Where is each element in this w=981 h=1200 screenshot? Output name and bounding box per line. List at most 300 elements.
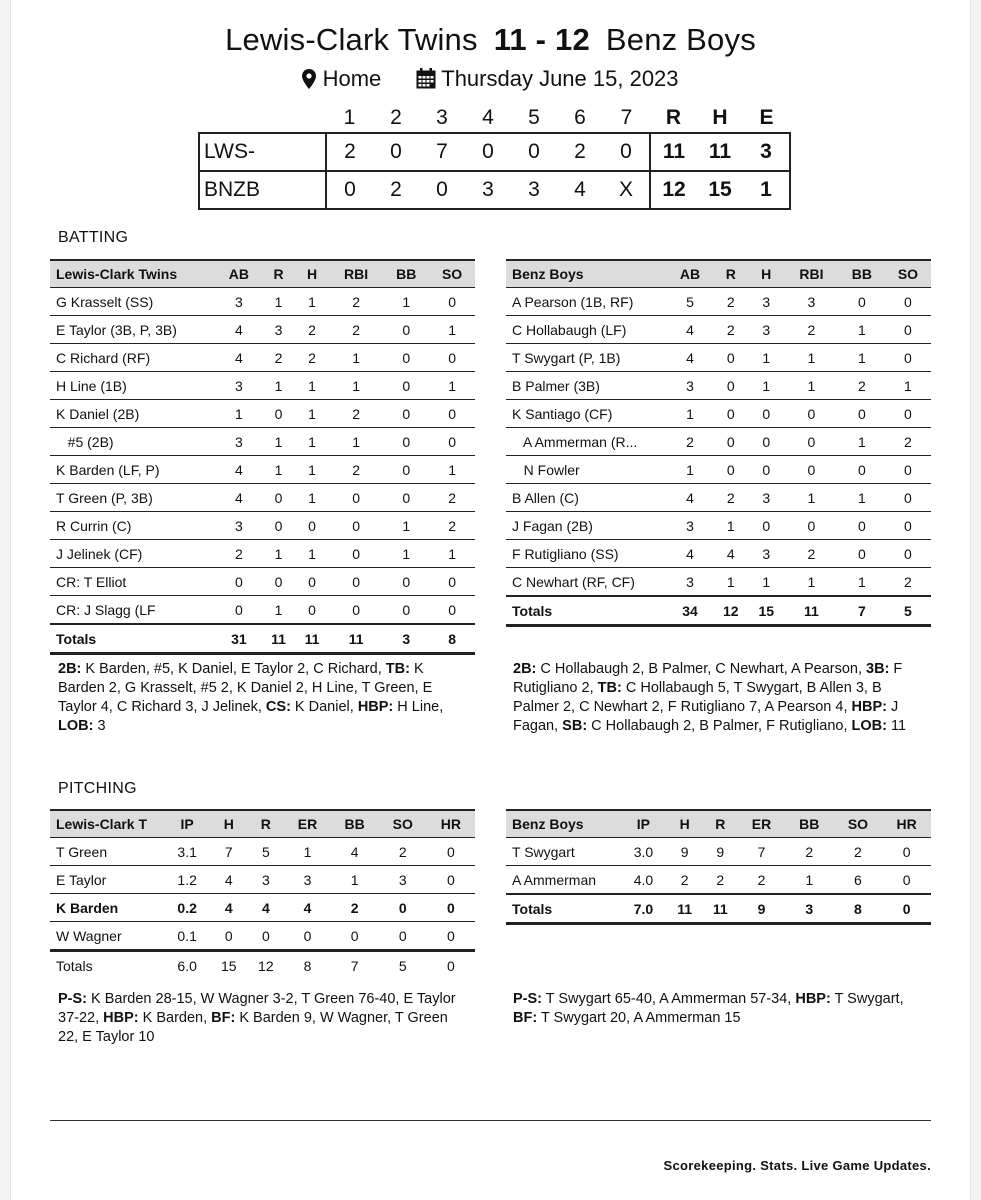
note-value: K Barden 28-15, W Wagner 3-2, T Green 76-40, E Taylor 37-22, (58, 991, 456, 1026)
stat-value: 1 (839, 568, 885, 597)
stat-value: 1 (749, 568, 784, 597)
linescore-row-away (199, 133, 790, 171)
stat-value: 0 (329, 512, 384, 540)
pitching-notes-away (58, 990, 468, 1047)
inning-header: 1 (343, 106, 356, 129)
stat-value: 0 (839, 288, 885, 316)
player-name: W Wagner (50, 922, 164, 951)
stat-value: 0 (429, 568, 475, 596)
table-header-row (50, 810, 475, 838)
inning-runs: 0 (465, 133, 511, 171)
stat-value: 0 (427, 922, 475, 951)
stat-value: 0 (295, 512, 329, 540)
table-row (506, 344, 931, 372)
stat-value: 2 (331, 894, 379, 922)
player-name: B Palmer (3B) (506, 372, 667, 400)
stat-value: 0 (383, 568, 429, 596)
total-value: 11 (667, 894, 703, 924)
table-row (50, 568, 475, 596)
table-row (50, 540, 475, 568)
player-name: C Hollabaugh (LF) (506, 316, 667, 344)
stat-value: 3 (667, 372, 713, 400)
linescore-team: LWS- (199, 133, 326, 171)
player-name: J Fagan (2B) (506, 512, 667, 540)
note-key: LOB: (58, 718, 94, 734)
stat-value: 1 (295, 484, 329, 512)
note-value: 3 (93, 718, 106, 734)
table-row (506, 428, 931, 456)
stat-value: 0 (713, 400, 748, 428)
stat-value: 5 (247, 838, 284, 866)
total-value: 11 (295, 624, 329, 654)
note-value: T Swygart, (830, 991, 904, 1007)
stat-value: 0 (885, 456, 931, 484)
map-pin-icon (302, 69, 316, 95)
total-value: 11 (329, 624, 384, 654)
table-row (50, 344, 475, 372)
stat-value: 0 (885, 400, 931, 428)
stat-value: 4 (331, 838, 379, 866)
stat-value: 0 (295, 568, 329, 596)
total-value: 5 (398, 957, 407, 974)
stat-value: 7 (210, 838, 247, 866)
player-name: J Jelinek (CF) (50, 540, 216, 568)
stat-value: 0.2 (164, 894, 210, 922)
inning-header: 3 (436, 106, 448, 129)
team-header: Lewis-Clark T (50, 810, 164, 838)
table-row (506, 568, 931, 597)
player-name: N Fowler (506, 456, 667, 484)
stat-value: 1 (383, 288, 429, 316)
note-value: K Barden 9, W Wagner, T Green 22, E Taylor 10 (58, 1010, 448, 1045)
stat-value: 1 (383, 540, 429, 568)
stat-value: 2 (329, 288, 384, 316)
inning-runs: 2 (373, 171, 419, 209)
footer-divider (50, 1120, 931, 1121)
stat-value: 2 (216, 540, 262, 568)
table-row (506, 866, 931, 895)
stat-header: BB (839, 260, 885, 288)
total-value: 9 (738, 894, 785, 924)
stat-value: 3 (216, 428, 262, 456)
stat-value: 3 (284, 866, 330, 894)
stat-value: 2 (667, 866, 703, 895)
total-value: 11 (262, 624, 296, 654)
stat-value: 0 (429, 400, 475, 428)
stat-value: 1 (839, 428, 885, 456)
stat-value: 0 (210, 922, 247, 951)
note-key: TB: (385, 661, 410, 677)
note-key: TB: (597, 680, 622, 696)
inning-runs: 0 (326, 171, 373, 209)
totals-row (506, 894, 931, 924)
stat-header: IP (620, 810, 667, 838)
stat-value: 0 (383, 484, 429, 512)
away-team-name: Lewis-Clark Twins (225, 22, 478, 57)
stat-value: 1 (329, 372, 384, 400)
stat-value: 3 (667, 568, 713, 597)
player-name: E Taylor (50, 866, 164, 894)
game-location: Home (322, 66, 382, 91)
note-key: 3B: (866, 661, 890, 677)
total-value: 11 (702, 894, 738, 924)
note-key: HBP: (851, 699, 887, 715)
inning-runs: 0 (511, 133, 557, 171)
stat-value: 0 (784, 428, 839, 456)
table-row (50, 838, 475, 866)
player-name: A Pearson (1B, RF) (506, 288, 667, 316)
stat-header: R (702, 810, 738, 838)
player-name: C Newhart (RF, CF) (506, 568, 667, 597)
hits-header: H (712, 106, 728, 129)
table-row (506, 316, 931, 344)
team-header: Benz Boys (506, 810, 620, 838)
stat-value: 0 (839, 512, 885, 540)
stat-value: 0 (784, 512, 839, 540)
totals-label: Totals (506, 894, 620, 924)
stat-value: 0 (713, 372, 748, 400)
stat-value: 0 (427, 894, 475, 922)
stat-value: 1 (839, 316, 885, 344)
stat-value: 3 (784, 288, 839, 316)
stat-value: 1 (295, 372, 329, 400)
table-row (50, 456, 475, 484)
stat-header: RBI (329, 260, 384, 288)
inning-runs: X (603, 171, 650, 209)
stat-value: 2 (885, 428, 931, 456)
stat-value: 3 (216, 372, 262, 400)
table-header-row (506, 260, 931, 288)
stat-value: 3 (749, 288, 784, 316)
stat-header: R (247, 810, 284, 838)
total-value: 0 (882, 894, 931, 924)
total-value: 0 (447, 957, 455, 974)
note-value: T Swygart 20, A Ammerman 15 (537, 1010, 741, 1026)
linescore-corner (199, 104, 326, 133)
stat-value: 1 (383, 512, 429, 540)
stat-value: 0 (383, 596, 429, 625)
stat-header: IP (164, 810, 210, 838)
stat-header: HR (427, 810, 475, 838)
stat-value: 1 (329, 344, 384, 372)
stat-value: 2 (784, 540, 839, 568)
totals-label: Totals (50, 624, 216, 654)
stat-value: 3 (749, 484, 784, 512)
stat-value: 0 (331, 922, 379, 951)
stat-value: 0 (429, 288, 475, 316)
note-key: SB: (562, 718, 588, 734)
stat-value: 2 (702, 866, 738, 895)
stat-header: H (210, 810, 247, 838)
stat-value: 1 (262, 428, 296, 456)
stat-value: 4 (247, 894, 284, 922)
player-name: A Ammerman (506, 866, 620, 895)
game-info (0, 66, 981, 95)
batting-notes-home (513, 660, 931, 736)
stat-value: 0 (885, 512, 931, 540)
note-value: K Barden, (138, 1010, 212, 1026)
stat-value: 0 (885, 288, 931, 316)
stat-value: 0 (379, 894, 427, 922)
stat-value: 0 (262, 400, 296, 428)
game-title (0, 22, 981, 58)
inning-runs: 2 (557, 133, 603, 171)
stat-value: 1 (262, 372, 296, 400)
stat-value: 0 (749, 400, 784, 428)
stat-value: 2 (713, 484, 748, 512)
table-row (506, 838, 931, 866)
total-value: 6.0 (177, 957, 197, 974)
stat-value: 2 (295, 344, 329, 372)
stat-header: SO (834, 810, 883, 838)
stat-value: 0 (383, 344, 429, 372)
note-value: K Daniel, (290, 699, 358, 715)
table-row (50, 894, 475, 922)
totals-row (50, 951, 475, 980)
stat-value: 1 (295, 456, 329, 484)
player-name: T Swygart (506, 838, 620, 866)
total-value: 31 (216, 624, 262, 654)
note-value: C Hollabaugh 5, T Swygart, B Allen 3, B Palmer 2, C Newhart 2, F Rutigliano 7, A Pearson 4, (513, 680, 882, 715)
total-value: 11 (784, 596, 839, 626)
stat-value: 1 (839, 484, 885, 512)
stat-value: 0 (839, 456, 885, 484)
total-runs: 12 (650, 171, 697, 209)
stat-value: 1 (429, 372, 475, 400)
stat-value: 2 (262, 344, 296, 372)
stat-value: 2 (329, 400, 384, 428)
stat-value: 4 (713, 540, 748, 568)
stat-header: ER (284, 810, 330, 838)
stat-value: 0 (262, 484, 296, 512)
note-key: HBP: (795, 991, 831, 1007)
page-edge-left (0, 0, 11, 1200)
stat-value: 1 (784, 484, 839, 512)
stat-header: SO (429, 260, 475, 288)
stat-value: 2 (429, 484, 475, 512)
table-row (506, 540, 931, 568)
total-value: 8 (303, 957, 312, 974)
stat-value: 0 (216, 568, 262, 596)
stat-value: 3 (667, 512, 713, 540)
stat-value: 0 (882, 866, 931, 895)
stat-value: 9 (667, 838, 703, 866)
stat-value: 0 (329, 540, 384, 568)
stat-value: 0 (383, 400, 429, 428)
pitching-notes-home (513, 990, 931, 1028)
player-name: E Taylor (3B, P, 3B) (50, 316, 216, 344)
note-value: C Hollabaugh 2, B Palmer, F Rutigliano, (587, 718, 852, 734)
stat-value: 2 (784, 316, 839, 344)
note-key: CS: (265, 699, 291, 715)
totals-label: Totals (56, 957, 93, 974)
inning-runs: 7 (419, 133, 465, 171)
batting-notes-away (58, 660, 468, 736)
stat-value: 2 (713, 316, 748, 344)
stat-value: 0 (784, 456, 839, 484)
note-key: P-S: (58, 991, 87, 1007)
total-value: 12 (713, 596, 748, 626)
table-row (50, 596, 475, 625)
note-key: BF: (211, 1010, 236, 1026)
stat-value: 1 (749, 372, 784, 400)
batting-table-home (506, 259, 931, 627)
stat-value: 0.1 (164, 922, 210, 951)
linescore-table (198, 104, 791, 210)
stat-value: 0 (379, 922, 427, 951)
table-row (506, 372, 931, 400)
stat-value: 2 (839, 372, 885, 400)
note-key: LOB: (851, 718, 887, 734)
stat-value: 0 (216, 596, 262, 625)
stat-value: 0 (749, 428, 784, 456)
stat-value: 4 (667, 316, 713, 344)
stat-value: 1 (839, 344, 885, 372)
stat-value: 0 (329, 484, 384, 512)
stat-header: ER (738, 810, 785, 838)
table-row (50, 866, 475, 894)
stat-header: HR (882, 810, 931, 838)
inning-runs: 3 (511, 171, 557, 209)
stat-header: R (713, 260, 748, 288)
stat-header: AB (216, 260, 262, 288)
stat-value: 1 (262, 596, 296, 625)
table-row (506, 484, 931, 512)
stat-value: 0 (383, 372, 429, 400)
stat-value: 0 (429, 428, 475, 456)
total-value: 5 (885, 596, 931, 626)
player-name: T Swygart (P, 1B) (506, 344, 667, 372)
stat-value: 1 (262, 288, 296, 316)
stat-value: 1 (262, 456, 296, 484)
note-value: F Rutigliano 2, (513, 661, 903, 696)
stat-value: 2 (834, 838, 883, 866)
stat-value: 4 (216, 316, 262, 344)
note-value: K Barden, #5, K Daniel, E Taylor 2, C Richard, (81, 661, 386, 677)
stat-header: BB (383, 260, 429, 288)
table-row (50, 288, 475, 316)
stat-value: 4 (216, 344, 262, 372)
stat-value: 4 (667, 484, 713, 512)
total-value: 7 (350, 957, 359, 974)
player-name: K Barden (50, 894, 164, 922)
player-name: F Rutigliano (SS) (506, 540, 667, 568)
stat-value: 0 (713, 344, 748, 372)
inning-header: 6 (574, 106, 586, 129)
stat-header: BB (785, 810, 834, 838)
stat-value: 1 (331, 866, 379, 894)
player-name: B Allen (C) (506, 484, 667, 512)
stat-value: 3 (247, 866, 284, 894)
stat-value: 1.2 (164, 866, 210, 894)
note-value: T Swygart 65-40, A Ammerman 57-34, (542, 991, 796, 1007)
stat-value: 3 (379, 866, 427, 894)
table-row (50, 922, 475, 951)
stat-value: 2 (429, 512, 475, 540)
inning-header: 5 (528, 106, 540, 129)
stat-value: 1 (784, 344, 839, 372)
note-key: 2B: (58, 661, 82, 677)
pitching-section-label: PITCHING (58, 780, 137, 797)
stat-value: 0 (383, 428, 429, 456)
table-row (50, 428, 475, 456)
total-value: 3 (785, 894, 834, 924)
pitching-table-home (506, 809, 931, 925)
player-name: K Daniel (2B) (50, 400, 216, 428)
stat-value: 3 (749, 316, 784, 344)
batting-section-label: BATTING (58, 229, 129, 246)
stat-value: 1 (216, 400, 262, 428)
note-value: H Line, (393, 699, 444, 715)
total-value: 7 (839, 596, 885, 626)
inning-runs: 2 (326, 133, 373, 171)
stat-value: 1 (429, 456, 475, 484)
stat-value: 2 (885, 568, 931, 597)
stat-value: 1 (262, 540, 296, 568)
footer-tagline: Scorekeeping. Stats. Live Game Updates. (663, 1158, 931, 1173)
stat-value: 0 (713, 428, 748, 456)
table-row (506, 456, 931, 484)
stat-value: 2 (667, 428, 713, 456)
runs-header: R (665, 106, 682, 129)
table-row (50, 372, 475, 400)
stat-value: 3 (216, 288, 262, 316)
stat-value: 3.1 (164, 838, 210, 866)
stat-value: 1 (329, 428, 384, 456)
stat-value: 0 (839, 400, 885, 428)
total-hits: 11 (697, 133, 743, 171)
note-key: HBP: (357, 699, 394, 715)
stat-value: 0 (885, 316, 931, 344)
inning-header: 7 (620, 106, 633, 129)
stat-value: 0 (262, 512, 296, 540)
stat-value: 1 (749, 344, 784, 372)
stat-value: 1 (667, 456, 713, 484)
stat-value: 1 (785, 866, 834, 895)
stat-value: 2 (379, 838, 427, 866)
stat-value: 1 (784, 568, 839, 597)
stat-value: 1 (784, 372, 839, 400)
stat-value: 3 (262, 316, 296, 344)
stat-value: 4 (216, 484, 262, 512)
inning-runs: 4 (557, 171, 603, 209)
table-row (506, 288, 931, 316)
inning-header: 2 (390, 106, 402, 129)
stat-value: 4 (667, 540, 713, 568)
stat-value: 2 (329, 456, 384, 484)
stat-value: 0 (247, 922, 284, 951)
stat-value: 1 (295, 540, 329, 568)
stat-value: 0 (713, 456, 748, 484)
player-name: CR: J Slagg (LF (50, 596, 216, 625)
stat-value: 0 (839, 540, 885, 568)
stat-value: 2 (738, 866, 785, 895)
stat-header: H (749, 260, 784, 288)
stat-value: 5 (667, 288, 713, 316)
total-errors: 1 (743, 171, 790, 209)
linescore-team: BNZB (199, 171, 326, 209)
note-key: P-S: (513, 991, 542, 1007)
note-value: J Fagan, (513, 699, 899, 734)
stat-header: H (295, 260, 329, 288)
stat-value: 3 (749, 540, 784, 568)
note-value: 11 (886, 718, 907, 734)
player-name: G Krasselt (SS) (50, 288, 216, 316)
player-name: #5 (2B) (50, 428, 216, 456)
note-key: BF: (513, 1010, 538, 1026)
total-value: 34 (667, 596, 713, 626)
stat-value: 1 (429, 316, 475, 344)
